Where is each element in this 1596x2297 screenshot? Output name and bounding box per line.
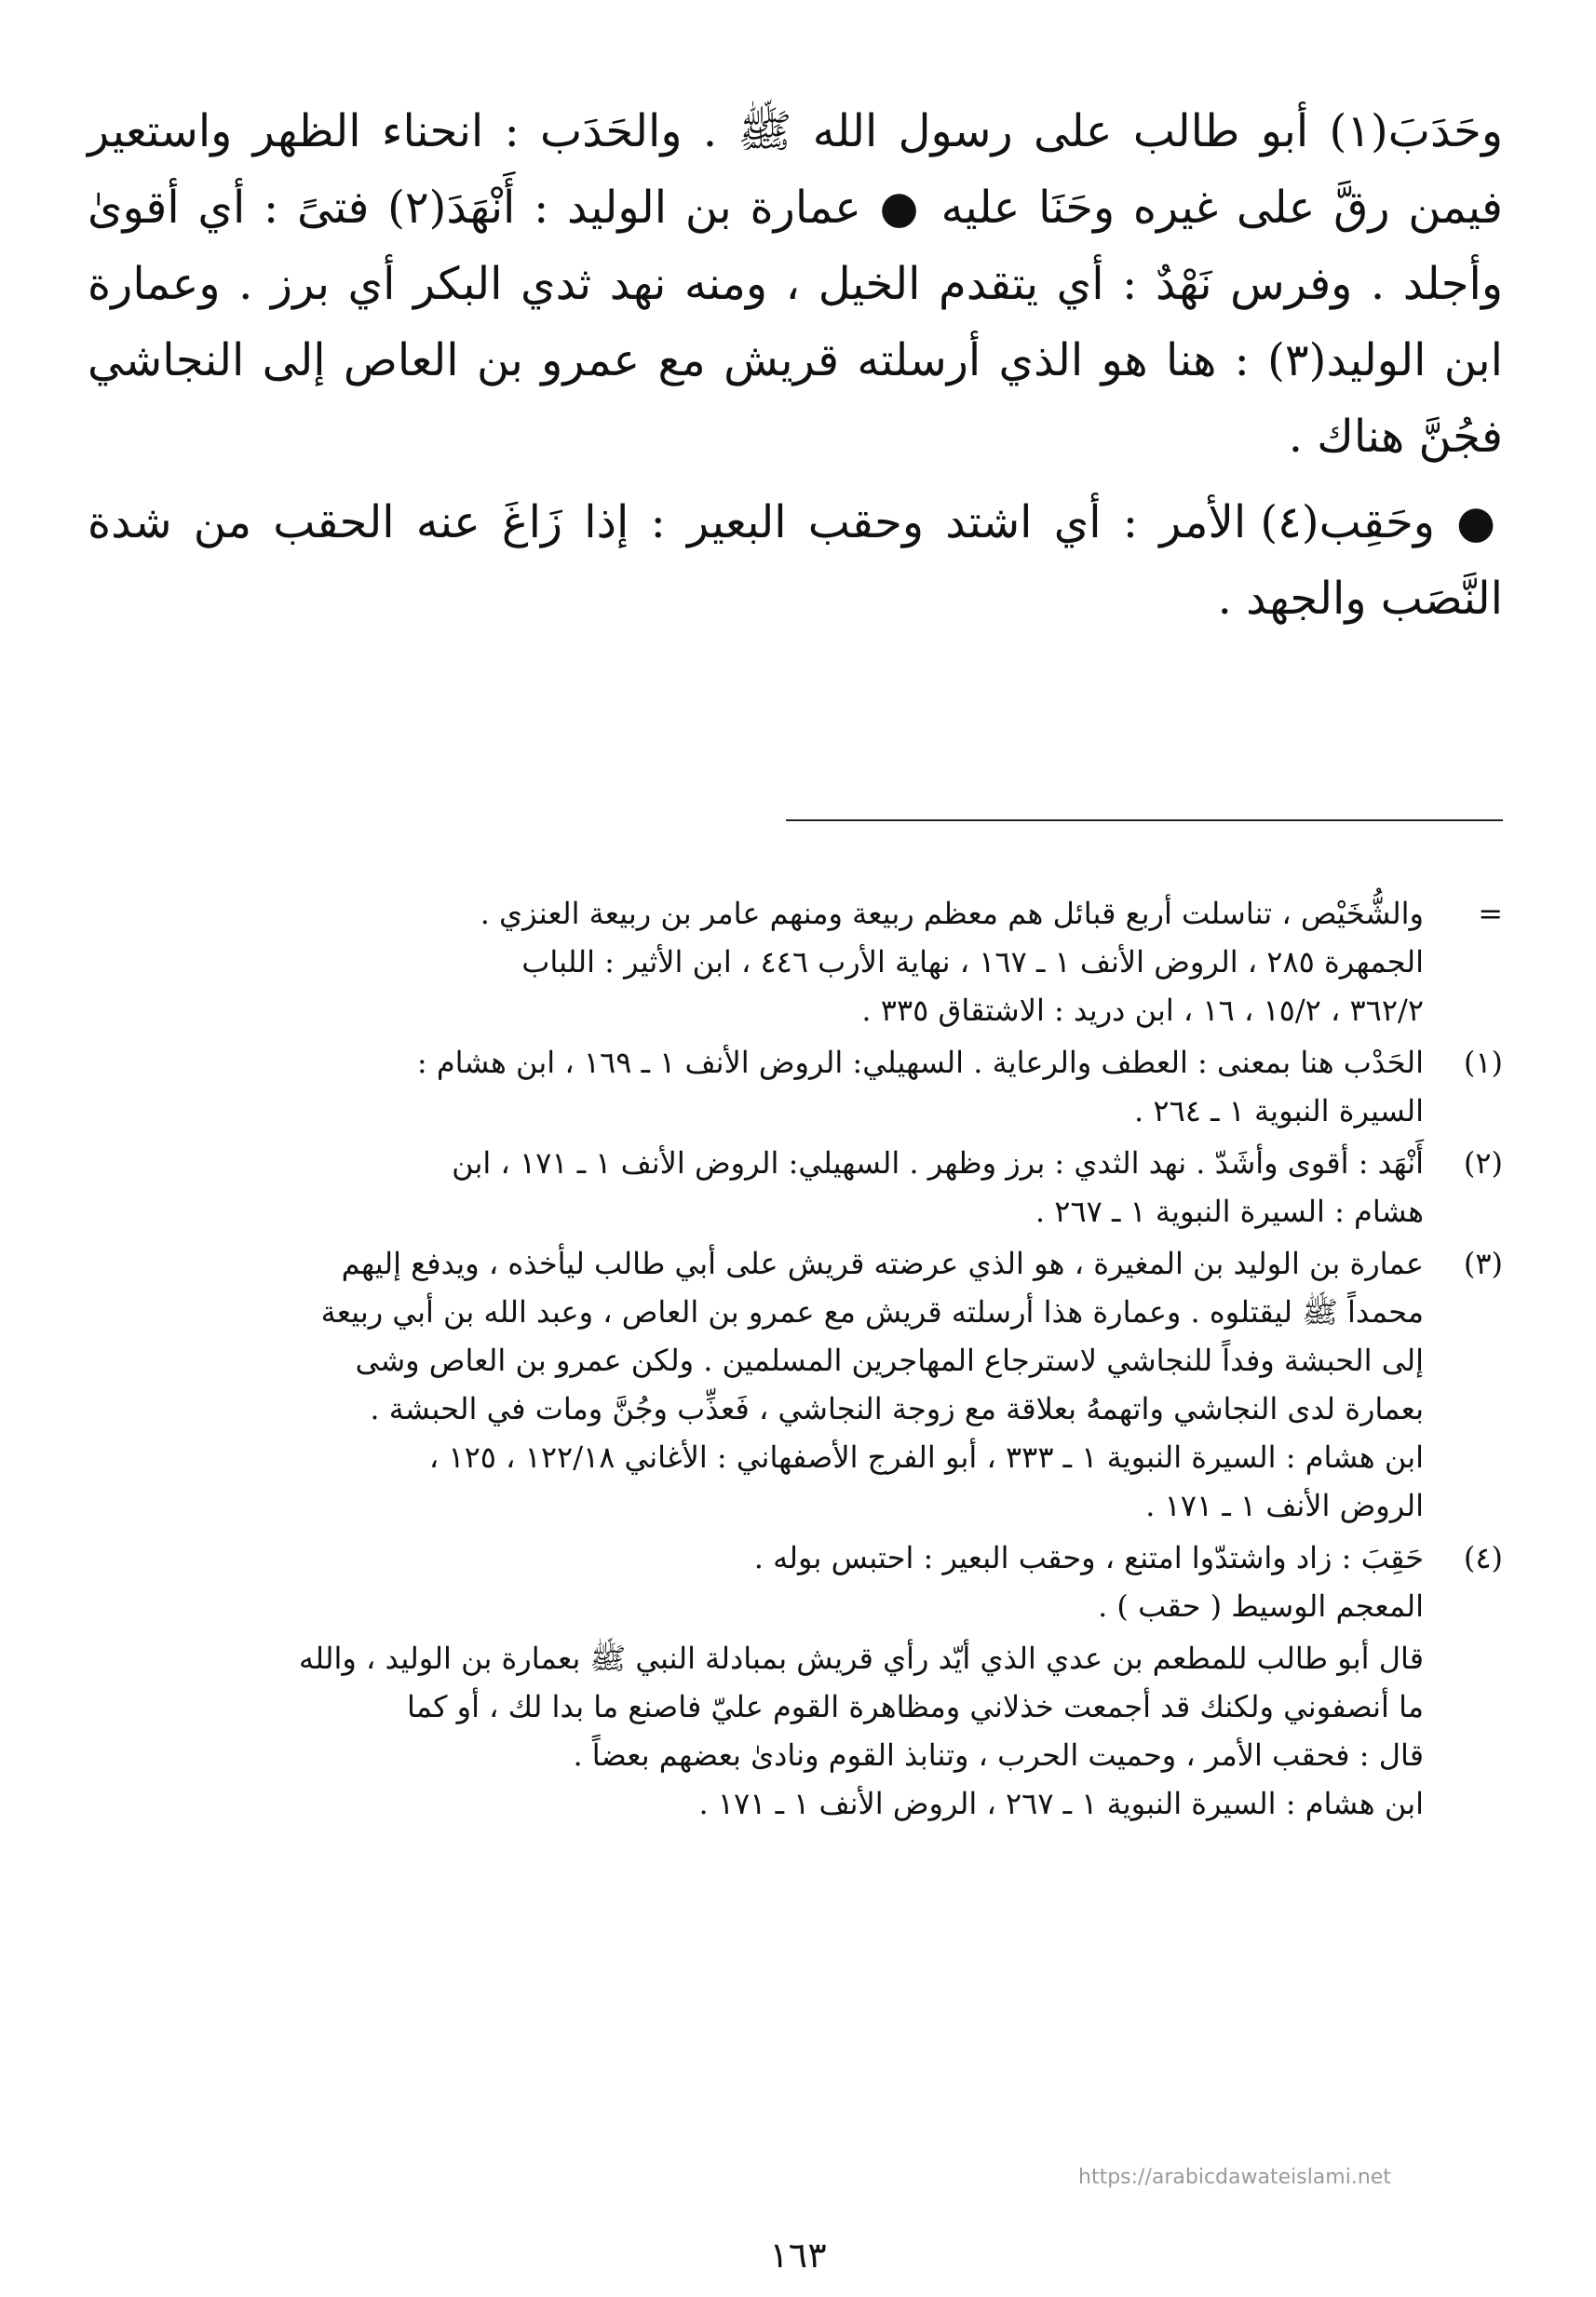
quote-line: ابن هشام : السيرة النبوية ١ ـ ٢٦٧ ، الروض الأنف ١ ـ ١٧١ . [698, 1786, 1424, 1821]
footnote-marker: (٣) [1463, 1246, 1503, 1281]
footnote-marker: = [1478, 896, 1503, 931]
footnote-continuation [88, 889, 1503, 1034]
footnote-separator [786, 819, 1503, 821]
quote-line: قال : فحقب الأمر ، وحميت الحرب ، وتنابذ القوم ونادىٰ بعضهم بعضاً . [573, 1737, 1424, 1773]
footnote-body [88, 1534, 1424, 1630]
main-paragraph: ● وحَقِب(٤) الأمر : أي اشتد وحقب البعير : إذا زَاغَ عنه الحقب من شدة النَّصَب والجهد . [88, 496, 1503, 625]
footnote-line: بعمارة لدى النجاشي واتهمهُ بعلاقة مع زوجة النجاشي ، فَعذِّب وجُنَّ ومات في الحبشة . [370, 1391, 1424, 1426]
footnote-line: ٣٦٢/٢ ، ١٥/٢ ، ١٦ ، ابن دريد : الاشتقاق ٣٣٥ . [861, 993, 1424, 1028]
footnote-body [88, 1139, 1424, 1236]
footnote-body [88, 1239, 1424, 1530]
page-number: ١٦٣ [769, 2235, 827, 2276]
footnote-line: حَقِبَ : زاد واشتدّوا امتنع ، وحقب البعير : احتبس بوله . [753, 1540, 1424, 1575]
quote-block [88, 1634, 1424, 1828]
footnote-line: والشُّخَيْص ، تناسلت أربع قبائل هم معظم ربيعة ومنهم عامر بن ربيعة العنزي . [480, 896, 1424, 931]
footnote-line: هشام : السيرة النبوية ١ ـ ٢٦٧ . [1035, 1194, 1424, 1229]
footnote-line: عمارة بن الوليد بن المغيرة ، هو الذي عرضته قريش على أبي طالب ليأخذه ، ويدفع إليهم [341, 1246, 1424, 1281]
footnote-line: الحَدْب هنا بمعنى : العطف والرعاية . السهيلي: الروض الأنف ١ ـ ١٦٩ ، ابن هشام : [416, 1045, 1424, 1080]
footnote-marker: (٢) [1463, 1145, 1503, 1181]
footnote-line: ابن هشام : السيرة النبوية ١ ـ ٣٣٣ ، أبو الفرج الأصفهاني : الأغاني ١٢٢/١٨ ، ١٢٥ ، [428, 1439, 1424, 1475]
footnote-3 [88, 1239, 1503, 1530]
quote-line: قال أبو طالب للمطعم بن عدي الذي أيّد رأي قريش بمبادلة النبي ﷺ بعمارة بن الوليد ، والله [299, 1641, 1424, 1676]
footnote-line: السيرة النبوية ١ ـ ٢٦٤ . [1134, 1093, 1424, 1128]
footnote-body [88, 1038, 1424, 1135]
footnote-line: المعجم الوسيط ( حقب ) . [1098, 1588, 1424, 1624]
footnote-marker: (١) [1463, 1045, 1503, 1080]
footnote-4 [88, 1534, 1503, 1630]
main-paragraph: وحَدَبَ(١) أبو طالب على رسول الله ﷺ . والحَدَب : انحناء الظهر واستعير فيمن رقَّ على غيره وحَنَا عليه ● عمارة بن الوليد : أَنْهَدَ(٢) فتىً : أي أقوىٰ وأجلد . وفرس نَهْدٌ : أي يتقدم الخيل ، ومنه نهد ثدي البكر أي برز . وعمارة ابن الوليد(٣) : هنا هو الذي أرسلته قريش مع عمرو بن العاص إلى النجاشي فجُنَّ هناك . [88, 105, 1504, 463]
footnote-line: الجمهرة ٢٨٥ ، الروض الأنف ١ ـ ١٦٧ ، نهاية الأرب ٤٤٦ ، ابن الأثير : اللباب [521, 944, 1424, 980]
footnote-marker: (٤) [1463, 1540, 1503, 1575]
footnote-2 [88, 1139, 1503, 1236]
footnote-body [88, 889, 1424, 1034]
footnote-line: إلى الحبشة وفداً للنجاشي لاسترجاع المهاجرين المسلمين . ولكن عمرو بن العاص وشى [355, 1343, 1424, 1378]
footnote-line: محمداً ﷺ ليقتلوه . وعمارة هذا أرسلته قريش مع عمرو بن العاص ، وعبد الله بن أبي ربيعة [320, 1294, 1424, 1330]
footnotes [88, 889, 1503, 1828]
footnote-1 [88, 1038, 1503, 1135]
watermark-url: https://arabicdawateislami.net [1078, 2166, 1391, 2189]
footnote-line: الروض الأنف ١ ـ ١٧١ . [1145, 1488, 1424, 1523]
quote-line: ما أنصفوني ولكنك قد أجمعت خذلاني ومظاهرة القوم عليّ فاصنع ما بدا لك ، أو كما [406, 1689, 1424, 1724]
footnote-line: أَنْهَد : أقوى وأشَدّ . نهد الثدي : برز وظهر . السهيلي: الروض الأنف ١ ـ ١٧١ ، ابن [452, 1145, 1424, 1181]
main-text [88, 93, 1503, 637]
